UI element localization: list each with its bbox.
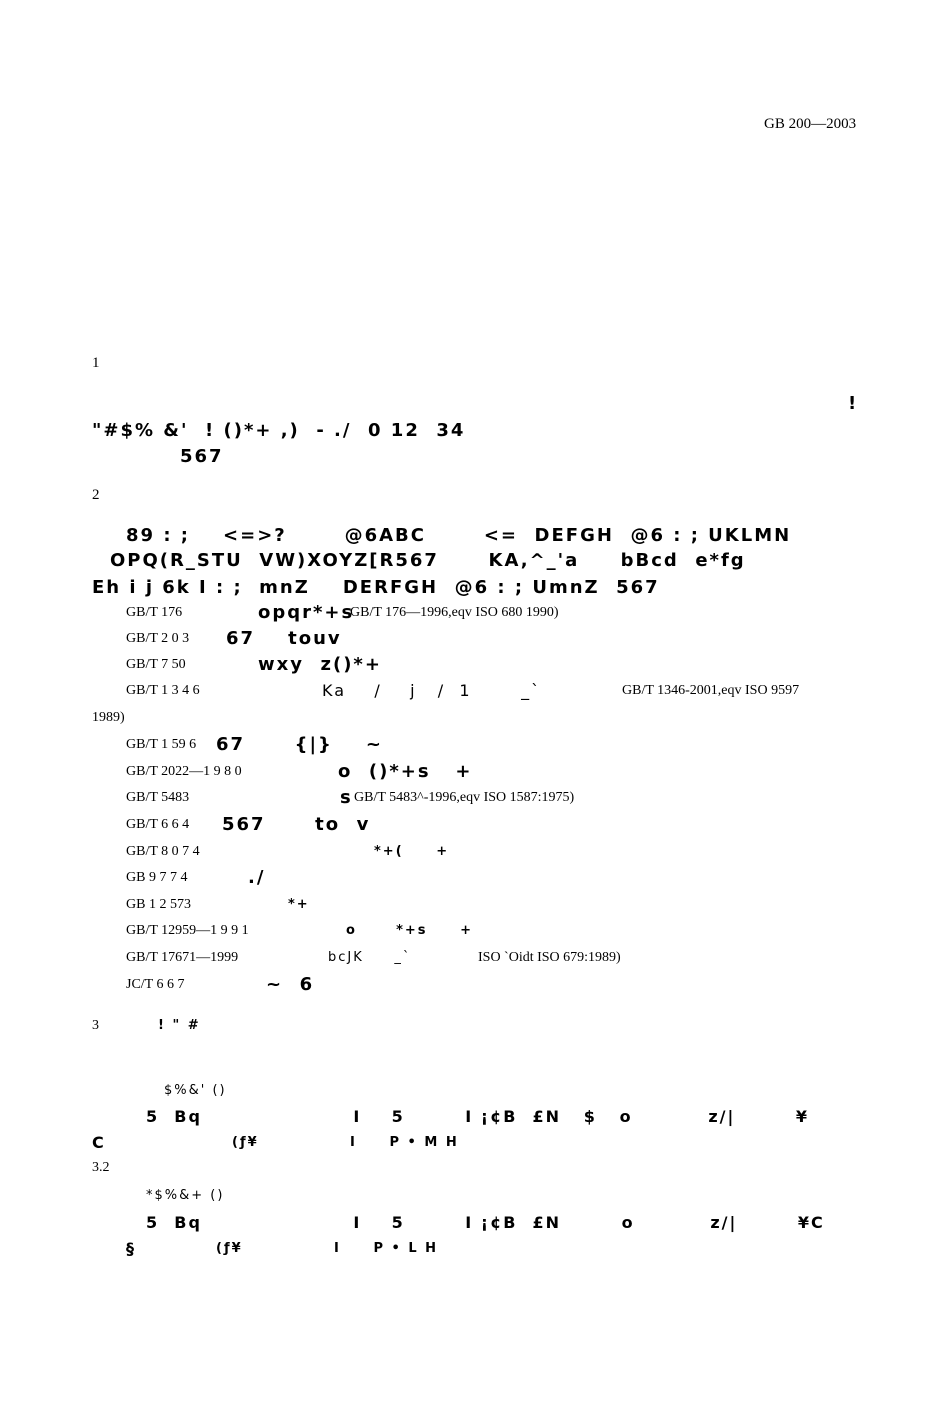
standard-code: GB 200—2003: [764, 116, 857, 132]
subsection-line: 5 Bq I 5 I ¡¢B £N o z/| ¥C: [146, 1213, 825, 1232]
reference-title: 67 {|} ~: [216, 734, 383, 755]
subsection-label: $%&' (): [164, 1083, 227, 1098]
reference-title: *+( +: [374, 844, 450, 859]
reference-code: JC/T 6 6 7: [126, 977, 185, 992]
reference-code: GB/T 1 3 4 6: [126, 683, 200, 698]
reference-title: bcJK _`: [328, 950, 412, 965]
reference-code: GB/T 6 6 4: [126, 817, 190, 832]
reference-code: GB/T 2 0 3: [126, 631, 190, 646]
reference-note: ISO `Oidt ISO 679:1989): [478, 950, 621, 965]
section-1-mark: !: [848, 393, 859, 414]
section-1-line: 567: [180, 446, 224, 467]
reference-code: GB/T 8 0 7 4: [126, 844, 200, 859]
reference-title: ./: [248, 867, 266, 888]
reference-code: GB/T 17671—1999: [126, 950, 239, 965]
reference-title: *+: [288, 897, 310, 912]
reference-code: 1989): [92, 710, 125, 725]
reference-note: GB/T 1346-2001,eqv ISO 9597: [622, 683, 800, 698]
reference-title: s: [340, 787, 353, 808]
section-1-number: 1: [92, 355, 100, 371]
subsection-label: *$%&+ (): [146, 1188, 225, 1203]
reference-title: Ka / j / 1 _`: [322, 681, 542, 700]
section-3-number: 3: [92, 1018, 99, 1033]
reference-title: 67 touv: [226, 628, 342, 649]
subsection-line: C: [92, 1133, 106, 1152]
reference-code: GB/T 5483: [126, 790, 190, 805]
reference-title: ~ 6: [266, 974, 315, 995]
section-2-intro-line: Eh i j 6k I : ; mnZ DERFGH @6 : ; UmnZ 567: [92, 577, 660, 598]
section-2-number: 2: [92, 487, 100, 503]
subsection-line: 5 Bq I 5 I ¡¢B £N $ o z/| ¥: [146, 1107, 810, 1126]
reference-code: GB 9 7 7 4: [126, 870, 188, 885]
reference-code: GB/T 1 59 6: [126, 737, 197, 752]
reference-title: wxy z()*+: [258, 654, 382, 675]
reference-code: GB/T 176: [126, 605, 183, 620]
subsection-line: (ƒ¥ I P • M H: [232, 1135, 459, 1150]
reference-code: GB/T 7 50: [126, 657, 186, 672]
reference-title: o ()*+s +: [338, 761, 473, 782]
section-1-line: "#$% &' ! ()*+ ,) - ./ 0 12 34: [92, 420, 466, 441]
reference-title: 567 to v: [222, 814, 371, 835]
subsection-line: §: [126, 1239, 136, 1258]
reference-title: o *+s +: [346, 923, 474, 938]
reference-note: GB/T 5483^-1996,eqv ISO 1587:1975): [354, 790, 575, 805]
reference-title: opqr*+s: [258, 602, 355, 623]
subsection-number: 3.2: [92, 1160, 110, 1175]
reference-code: GB/T 2022—1 9 8 0: [126, 764, 242, 779]
section-3-heading: ! " #: [158, 1018, 201, 1033]
reference-code: GB/T 12959—1 9 9 1: [126, 923, 249, 938]
subsection-line: (ƒ¥ I P • L H: [216, 1241, 439, 1256]
section-2-intro-line: 89 : ; <=>? @6ABC <= DEFGH @6 : ; UKLMN: [126, 525, 792, 546]
section-2-intro-line: OPQ(R_STU VW)XOYZ[R567 KA,^_'a bBcd e*fg: [110, 550, 746, 571]
reference-note: GB/T 176—1996,eqv ISO 680 1990): [350, 605, 559, 620]
reference-code: GB 1 2 573: [126, 897, 191, 912]
